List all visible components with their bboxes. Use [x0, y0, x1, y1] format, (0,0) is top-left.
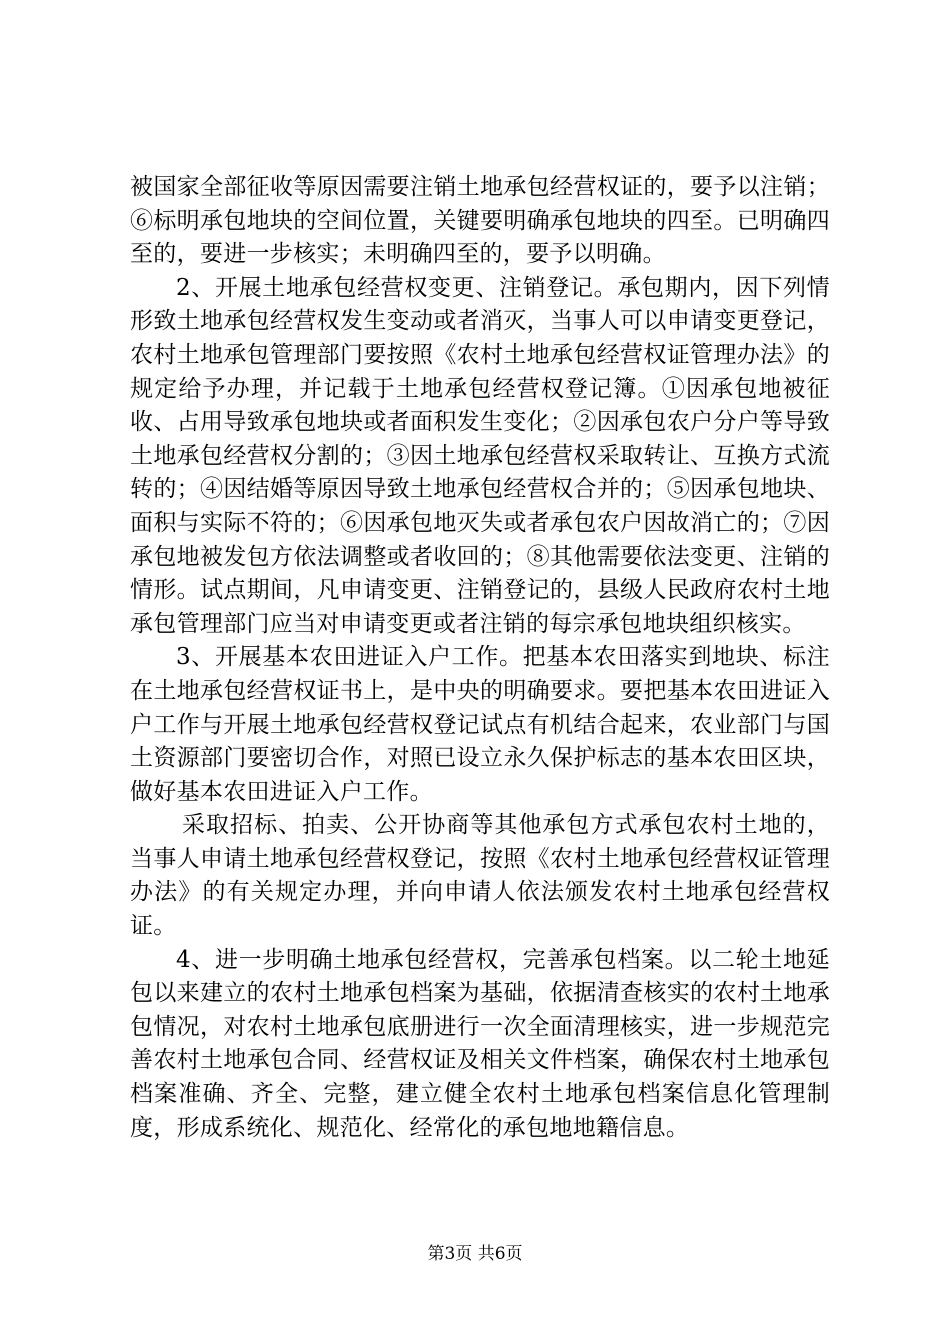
- document-body: [130, 171, 830, 1145]
- paragraph-continuation: 被国家全部征收等原因需要注销土地承包经营权证的，要予以注销；⑥标明承包地块的空间位置，关键要明确承包地块的四至。已明确四至的，要进一步核实；未明确四至的，要予以明确。: [130, 174, 830, 268]
- paragraph-item-3: 3、开展基本农田进证入户工作。把基本农田落实到地块、标注在土地承包经营权证书上，是中央的明确要求。要把基本农田进证入户工作与开展土地承包经营权登记试点有机结合起来，农业部门与国土资源部门要密切合作，对照已设立永久保护标志的基本农田区块，做好基本农田进证入户工作。: [130, 644, 830, 805]
- paragraph-bidding: 采取招标、拍卖、公开协商等其他承包方式承包农村土地的，当事人申请土地承包经营权登记，按照《农村土地承包经营权证管理办法》的有关规定办理，并向申请人依法颁发农村土地承包经营权证。: [130, 812, 830, 940]
- paragraph-item-2: 2、开展土地承包经营权变更、注销登记。承包期内，因下列情形致土地承包经营权发生变动或者消灭，当事人可以申请变更登记，农村土地承包管理部门要按照《农村土地承包经营权证管理办法》的规定给予办理，并记载于土地承包经营权登记簿。①因承包地被征收、占用导致承包地块或者面积发生变化；②因承包农户分户等导致土地承包经营权分割的；③因土地承包经营权采取转让、互换方式流转的；④因结婚等原因导致土地承包经营权合并的；⑤因承包地块、面积与实际不符的；⑥因承包地灭失或者承包农户因故消亡的；⑦因承包地被发包方依法调整或者收回的；⑧其他需要依法变更、注销的情形。试点期间，凡申请变更、注销登记的，县级人民政府农村土地承包管理部门应当对申请变更或者注销的每宗承包地块组织核实。: [130, 274, 830, 637]
- page-footer: 第3页 共6页: [427, 1244, 523, 1264]
- paragraph-item-4: 4、进一步明确土地承包经营权，完善承包档案。以二轮土地延包以来建立的农村土地承包档案为基础，依据清查核实的农村土地承包情况，对农村土地承包底册进行一次全面清理核实，进一步规范完善农村土地承包合同、经营权证及相关文件档案，确保农村土地承包档案准确、齐全、完整，建立健全农村土地承包档案信息化管理制度，形成系统化、规范化、经常化的承包地地籍信息。: [130, 946, 830, 1141]
